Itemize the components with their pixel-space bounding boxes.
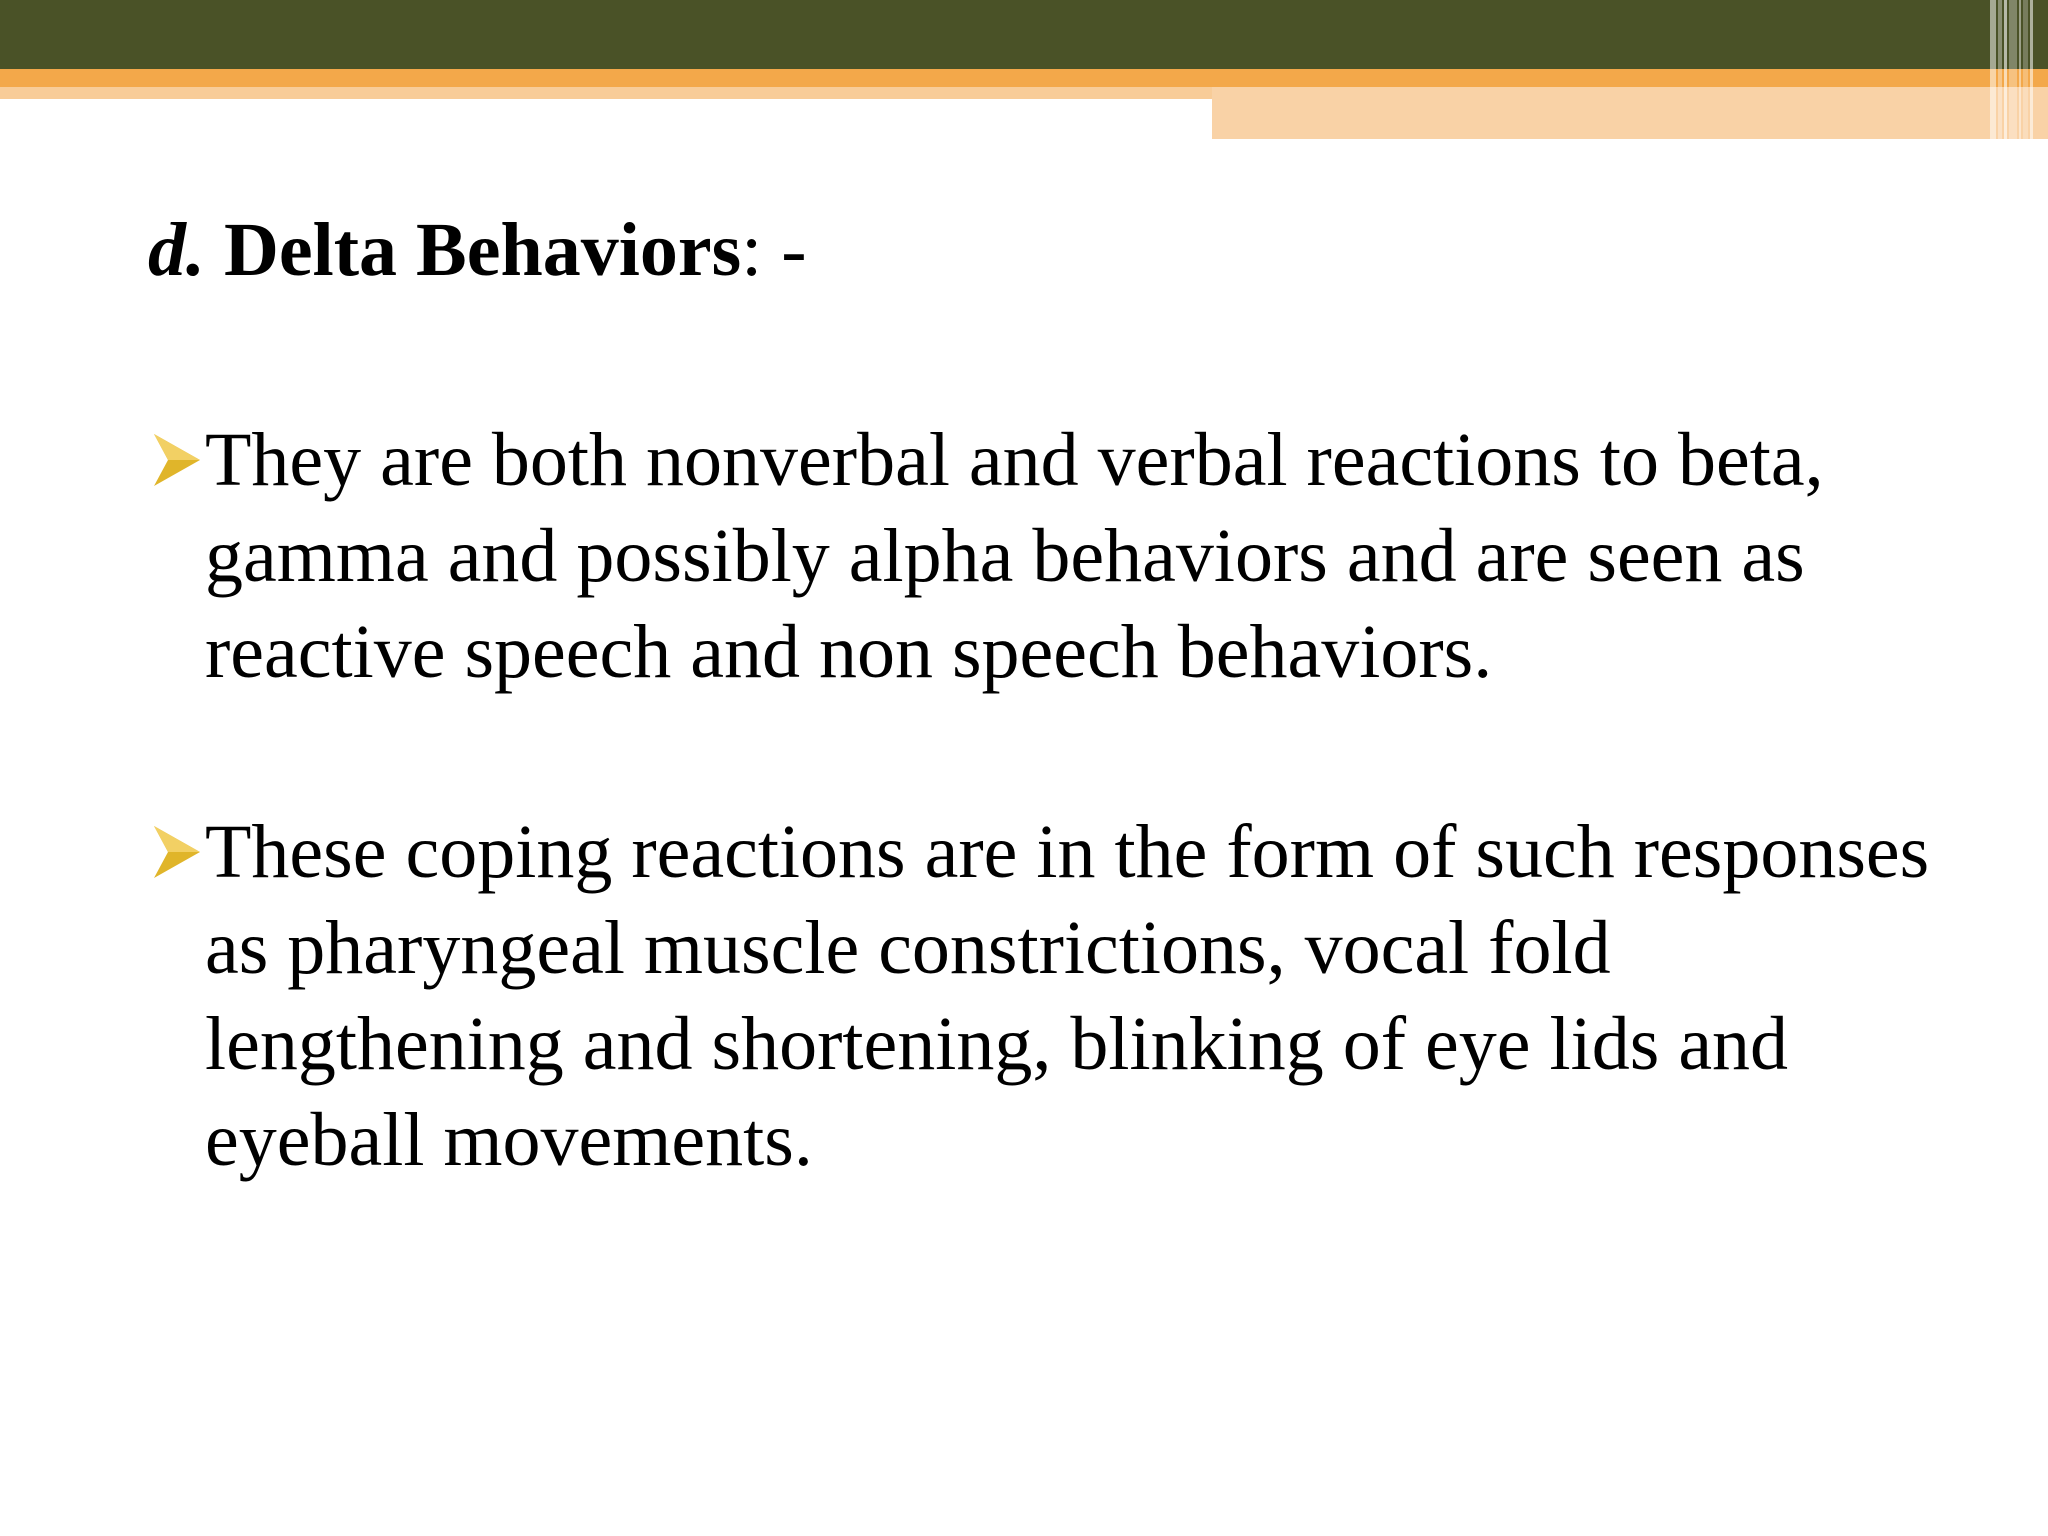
header-band-peach-right [1212, 87, 2048, 139]
bullet-text: They are both nonverbal and verbal reactions to beta, gamma and possibly alpha behaviors and are seen as reactive speech and non speech behaviors. [205, 418, 1824, 694]
edge-stripe [2023, 0, 2028, 139]
bullet-text: These coping reactions are in the form of such responses as pharyngeal muscle constrictions, vocal fold lengthening and shortening, blinking of eye lids and eyeball movements. [205, 810, 1930, 1182]
title-prefix: d. [148, 208, 205, 292]
edge-stripe [2030, 0, 2033, 139]
header-band-orange [0, 69, 2048, 87]
header-band-peach-left [0, 87, 1212, 99]
header-edge-stripes [1990, 0, 2048, 139]
slide-title [148, 205, 807, 295]
title-suffix: : - [741, 208, 807, 292]
bullet-item [148, 804, 1988, 1188]
arrow-bullet-icon [152, 824, 202, 880]
arrow-bullet-icon [152, 432, 202, 488]
edge-stripe [1998, 0, 2002, 139]
header-band-olive [0, 0, 2048, 69]
edge-stripe [2004, 0, 2007, 139]
edge-stripe [1990, 0, 1996, 139]
edge-stripe [2009, 0, 2017, 139]
bullet-list [148, 412, 1988, 1292]
bullet-item [148, 412, 1988, 700]
edge-stripe [2019, 0, 2021, 139]
title-main: Delta Behaviors [224, 208, 742, 292]
